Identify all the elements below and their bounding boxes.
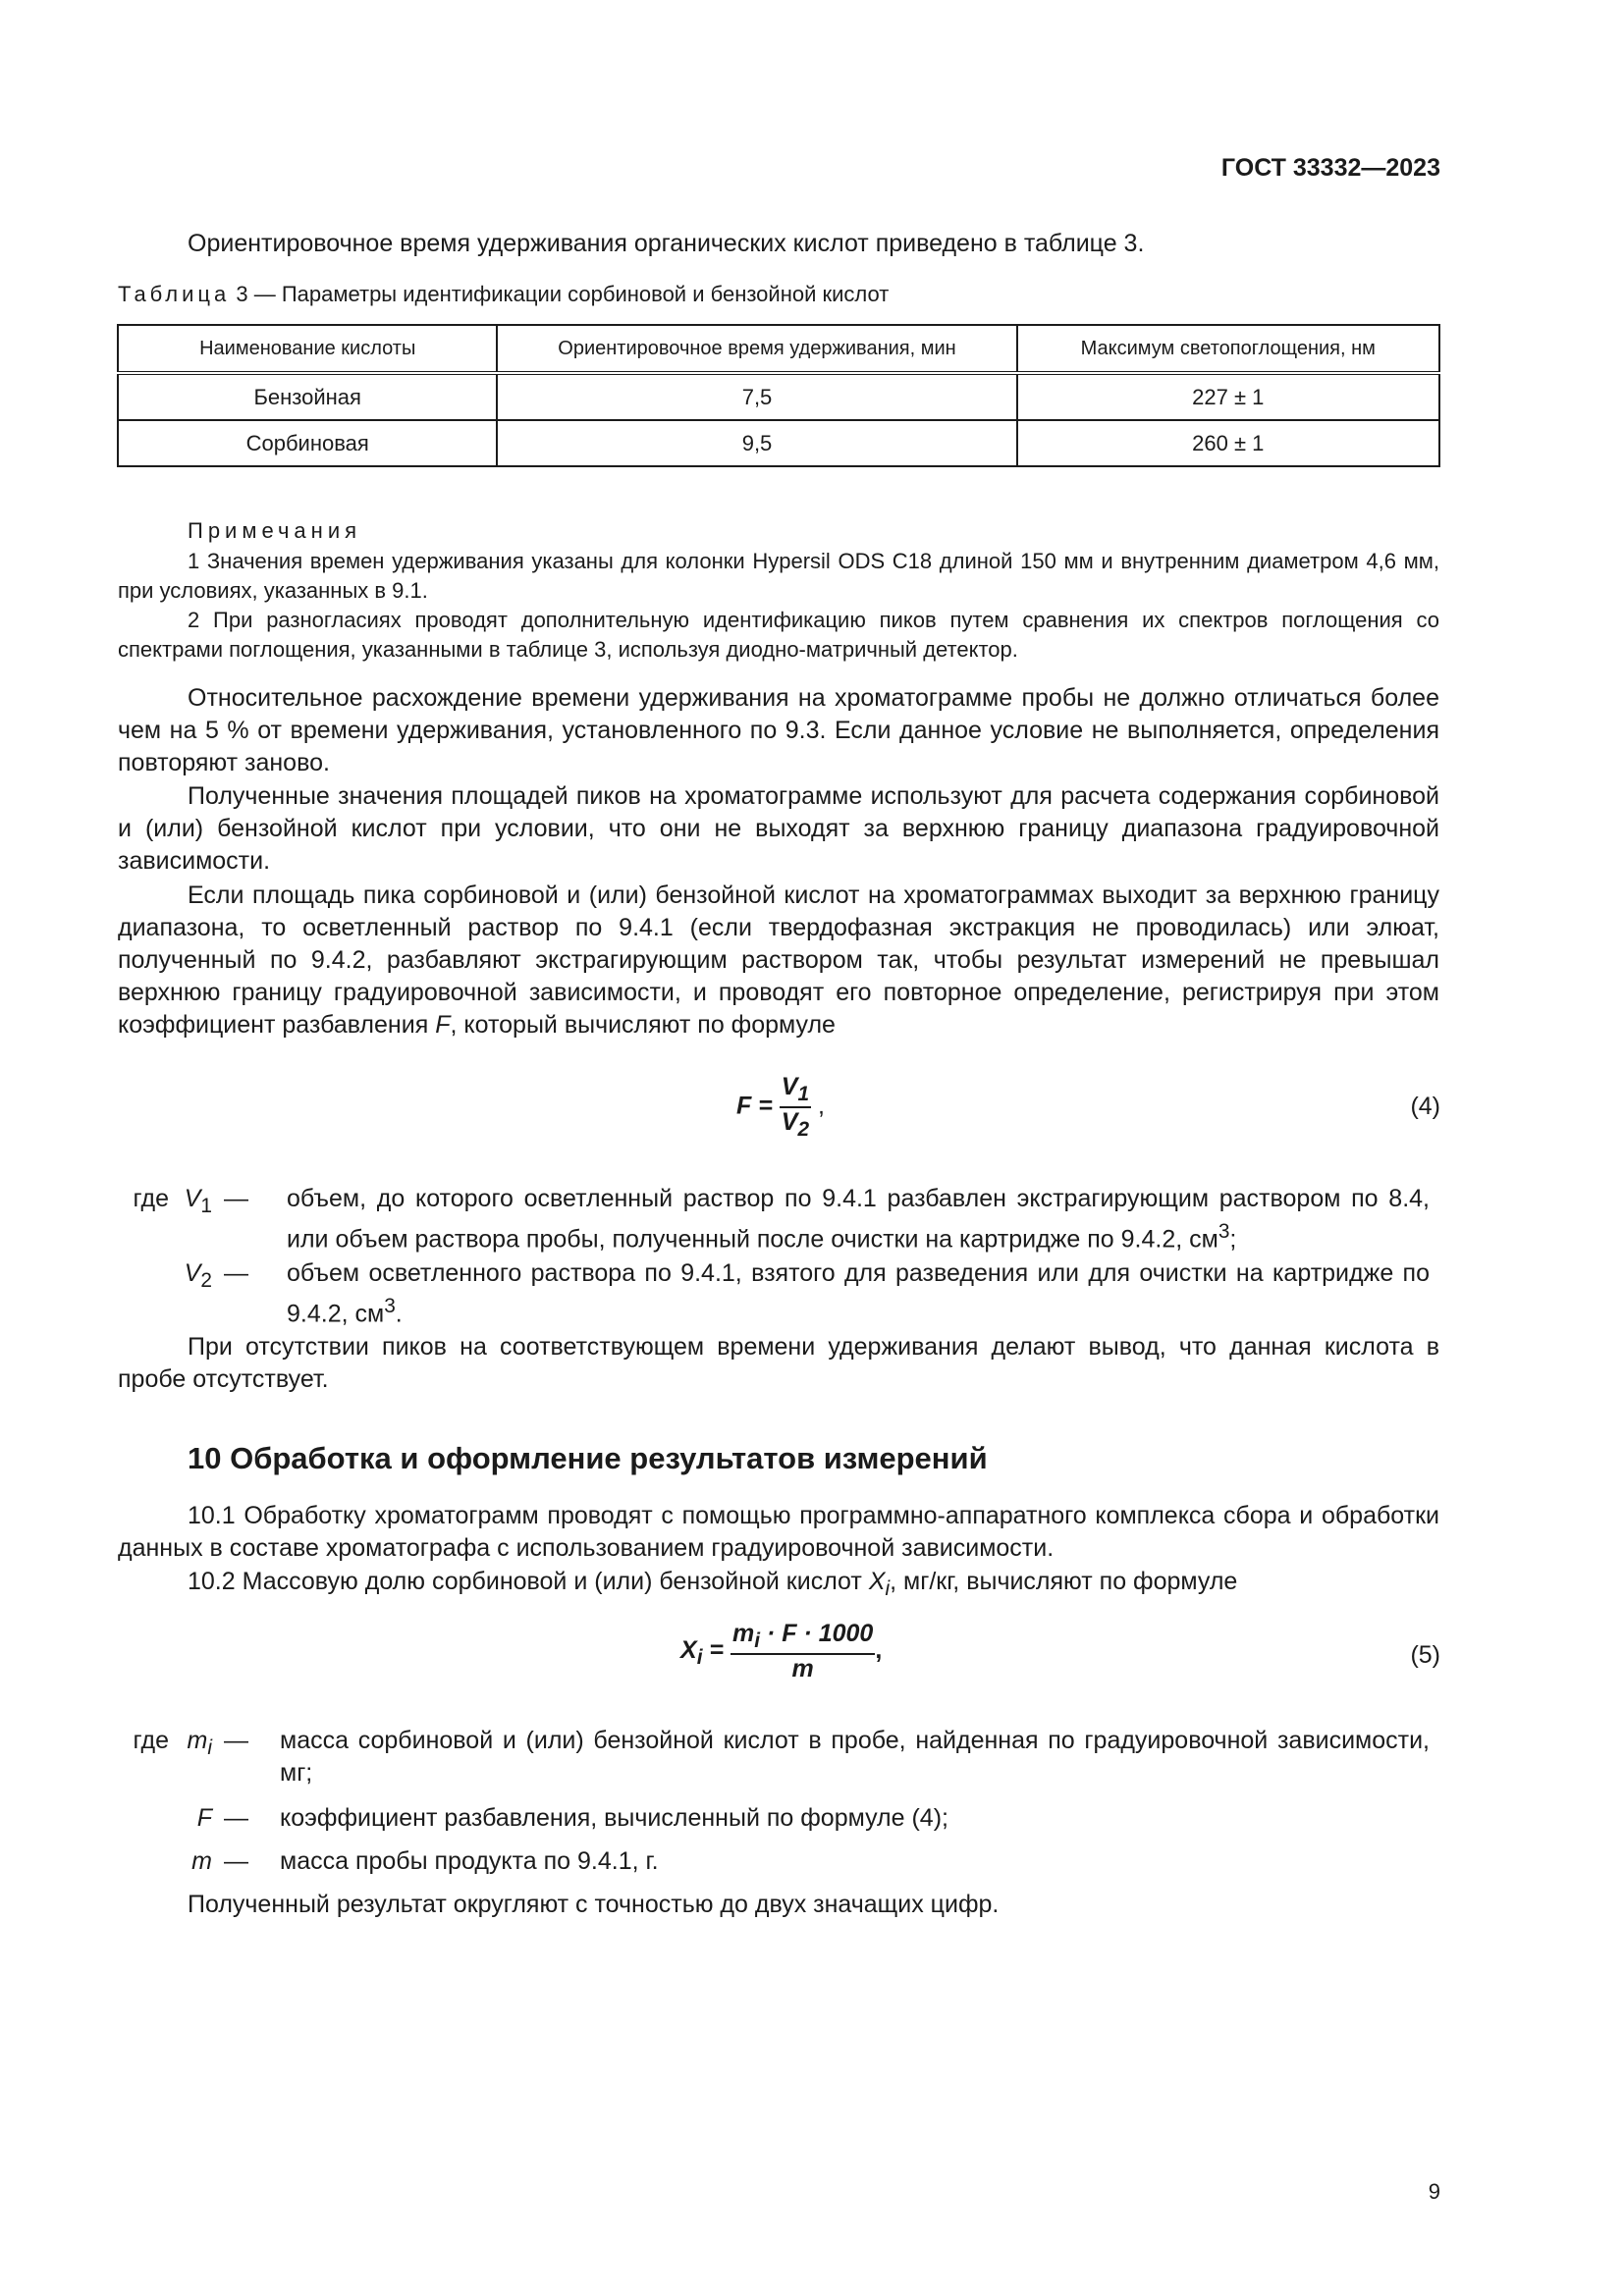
paragraph-dilution: Если площадь пика сорбиновой и (или) бензойной кислот на хроматограммах выходит за верхнюю границу диапазона, то осветленный раствор по 9.4.1 (если твердофазная экстракция не проводилась) или элюат, полученный по 9.4.2, разбавляют экстрагирующим раствором так, чтобы результат измерений не превышал верхнюю границу градуировочной зависимости, и проводят его повторное определение, регистрируя при этом коэффициент разбавления F, который вычисляют по формуле: [118, 881, 1439, 1039]
where-text: объем осветленного раствора по 9.4.1, взятого для разведения или для очистки на картридже по 9.4.2, $см^3$.: [287, 1259, 1430, 1328]
where-symbol: $V_1$: [184, 1185, 212, 1217]
formula-4-lhs: F =: [736, 1092, 773, 1120]
table-cell: 7,5: [497, 373, 1016, 420]
notes-title: Примечания: [188, 518, 362, 543]
retention-table: [117, 324, 1440, 467]
where-symbol: F: [196, 1804, 212, 1832]
note-2: 2 При разногласиях проводят дополнительную идентификацию пиков путем сравнения их спектров поглощения со спектрами поглощения, указанными в таблице 3, используя диодно-матричный детектор.: [118, 608, 1439, 662]
paragraph-peak-areas: Полученные значения площадей пиков на хроматограмме используют для расчета содержания сорбиновой и (или) бензойной кислот при условии, что они не выходят за верхнюю границу диапазона градуировочной зависимости.: [118, 782, 1439, 875]
p10-2-start: 10.2 Массовую долю сорбиновой и (или) бензойной кислот: [188, 1568, 862, 1595]
table-caption: [118, 282, 889, 307]
table-caption-text: 3 — Параметры идентификации сорбиновой и бензойной кислот: [236, 282, 890, 306]
formula-5: [680, 1620, 882, 1683]
where-dash: —: [224, 1847, 248, 1875]
formula-4-numerator: $V_1$: [780, 1073, 811, 1108]
table-cell: 260 ± 1: [1017, 420, 1439, 466]
where-dash: —: [224, 1727, 248, 1754]
table-cell: 227 ± 1: [1017, 373, 1439, 420]
table-row: [118, 420, 1439, 466]
where-text: коэффициент разбавления, вычисленный по формуле (4);: [280, 1804, 948, 1832]
formula-5-number: (5): [1410, 1641, 1440, 1669]
where-item-mi: [0, 1725, 1624, 1803]
dilution-tail: который вычисляют по формуле: [463, 1011, 836, 1039]
formula-5-numerator: $m_i \cdot F \cdot 1000$: [731, 1620, 875, 1655]
where-dash: —: [224, 1804, 248, 1832]
symbol-xi: $X_i$: [868, 1568, 891, 1600]
symbol-f: F: [435, 1011, 451, 1039]
table-caption-label: Таблица: [118, 282, 231, 306]
where-symbol: $V_2$: [184, 1259, 212, 1292]
where-dash: —: [224, 1185, 248, 1212]
where-lead: где: [133, 1185, 169, 1212]
where-symbol: m: [191, 1847, 212, 1875]
where-text: масса пробы продукта по 9.4.1, г.: [280, 1847, 659, 1875]
dilution-text: Если площадь пика сорбиновой и (или) бензойной кислот на хроматограммах выходит за верхнюю границу диапазона, то осветленный раствор по 9.4.1 (если твердофазная экстракция не проводилась) или элюат, полученный по 9.4.2, разбавляют экстрагирующим раствором так, чтобы результат измерений не превышал верхнюю границу градуировочной зависимости, и проводят его повторное определение, регистрируя при этом коэффициент разбавления: [118, 881, 1439, 1039]
formula-4-fraction: [780, 1073, 811, 1142]
formula-5-comma: ,: [875, 1636, 883, 1665]
formula-4-number: (4): [1410, 1093, 1440, 1120]
formula-5-lhs: $X_i$ =: [680, 1636, 725, 1670]
paragraph-retention-deviation: Относительное расхождение времени удерживания на хроматограмме пробы не должно отличаться более чем на 5 % от времени удерживания, установленного по 9.3. Если данное условие не выполняется, определения повторяют заново.: [118, 684, 1439, 776]
table-cell: 9,5: [497, 420, 1016, 466]
formula-4-denominator: $V_2$: [781, 1108, 810, 1141]
where-item-m: [0, 1845, 1624, 1885]
table-cell: Бензойная: [118, 373, 497, 420]
table-header-cell: Наименование кислоты: [118, 325, 497, 373]
table-row: [118, 373, 1439, 420]
paragraph-10-1: 10.1 Обработку хроматограмм проводят с помощью программно-аппаратного комплекса сбора и обработки данных в составе хроматографа с использованием градуировочной зависимости.: [118, 1502, 1439, 1562]
formula-4: [736, 1073, 825, 1142]
formula-4-comma: ,: [818, 1092, 825, 1120]
standard-header: ГОСТ 33332—2023: [1220, 154, 1440, 182]
page-number: 9: [1428, 2179, 1440, 2204]
p10-2-end: , мг/кг, вычисляют по формуле: [890, 1568, 1238, 1595]
where-symbol: $m_i$: [187, 1727, 212, 1759]
where-dash: —: [224, 1259, 248, 1287]
table-header-cell: Ориентировочное время удерживания, мин: [497, 325, 1016, 373]
intro-paragraph: Ориентировочное время удерживания органических кислот приведено в таблице 3.: [188, 230, 1145, 257]
where-lead: где: [133, 1727, 169, 1754]
where-text: объем, до которого осветленный раствор по 9.4.1 разбавлен экстрагирующим раствором по 8.4, или объем раствора пробы, полученный после очистки на картридже по 9.4.2, $см^3$;: [287, 1185, 1430, 1254]
formula-5-denominator: m: [791, 1655, 814, 1682]
section-10-heading: 10 Обработка и оформление результатов измерений: [188, 1441, 988, 1475]
formula-5-fraction: [731, 1620, 875, 1683]
table-header-row: [118, 325, 1439, 373]
paragraph-rounding: Полученный результат округляют с точностью до двух значащих цифр.: [188, 1891, 1000, 1918]
where-item-v2: [0, 1257, 1624, 1336]
paragraph-absence: При отсутствии пиков на соответствующем времени удерживания делают вывод, что данная кислота в пробе отсутствует.: [118, 1333, 1439, 1393]
where-item-f: [0, 1802, 1624, 1842]
table-header-cell: Максимум светопоглощения, нм: [1017, 325, 1439, 373]
paragraph-10-2: [118, 1566, 1439, 1605]
where-text: масса сорбиновой и (или) бензойной кислот в пробе, найденная по градуировочной зависимости, мг;: [280, 1727, 1430, 1787]
table-cell: Сорбиновая: [118, 420, 497, 466]
note-1: 1 Значения времен удерживания указаны для колонки Hypersil ODS C18 длиной 150 мм и внутренним диаметром 4,6 мм, при условиях, указанных в 9.1.: [118, 549, 1439, 603]
